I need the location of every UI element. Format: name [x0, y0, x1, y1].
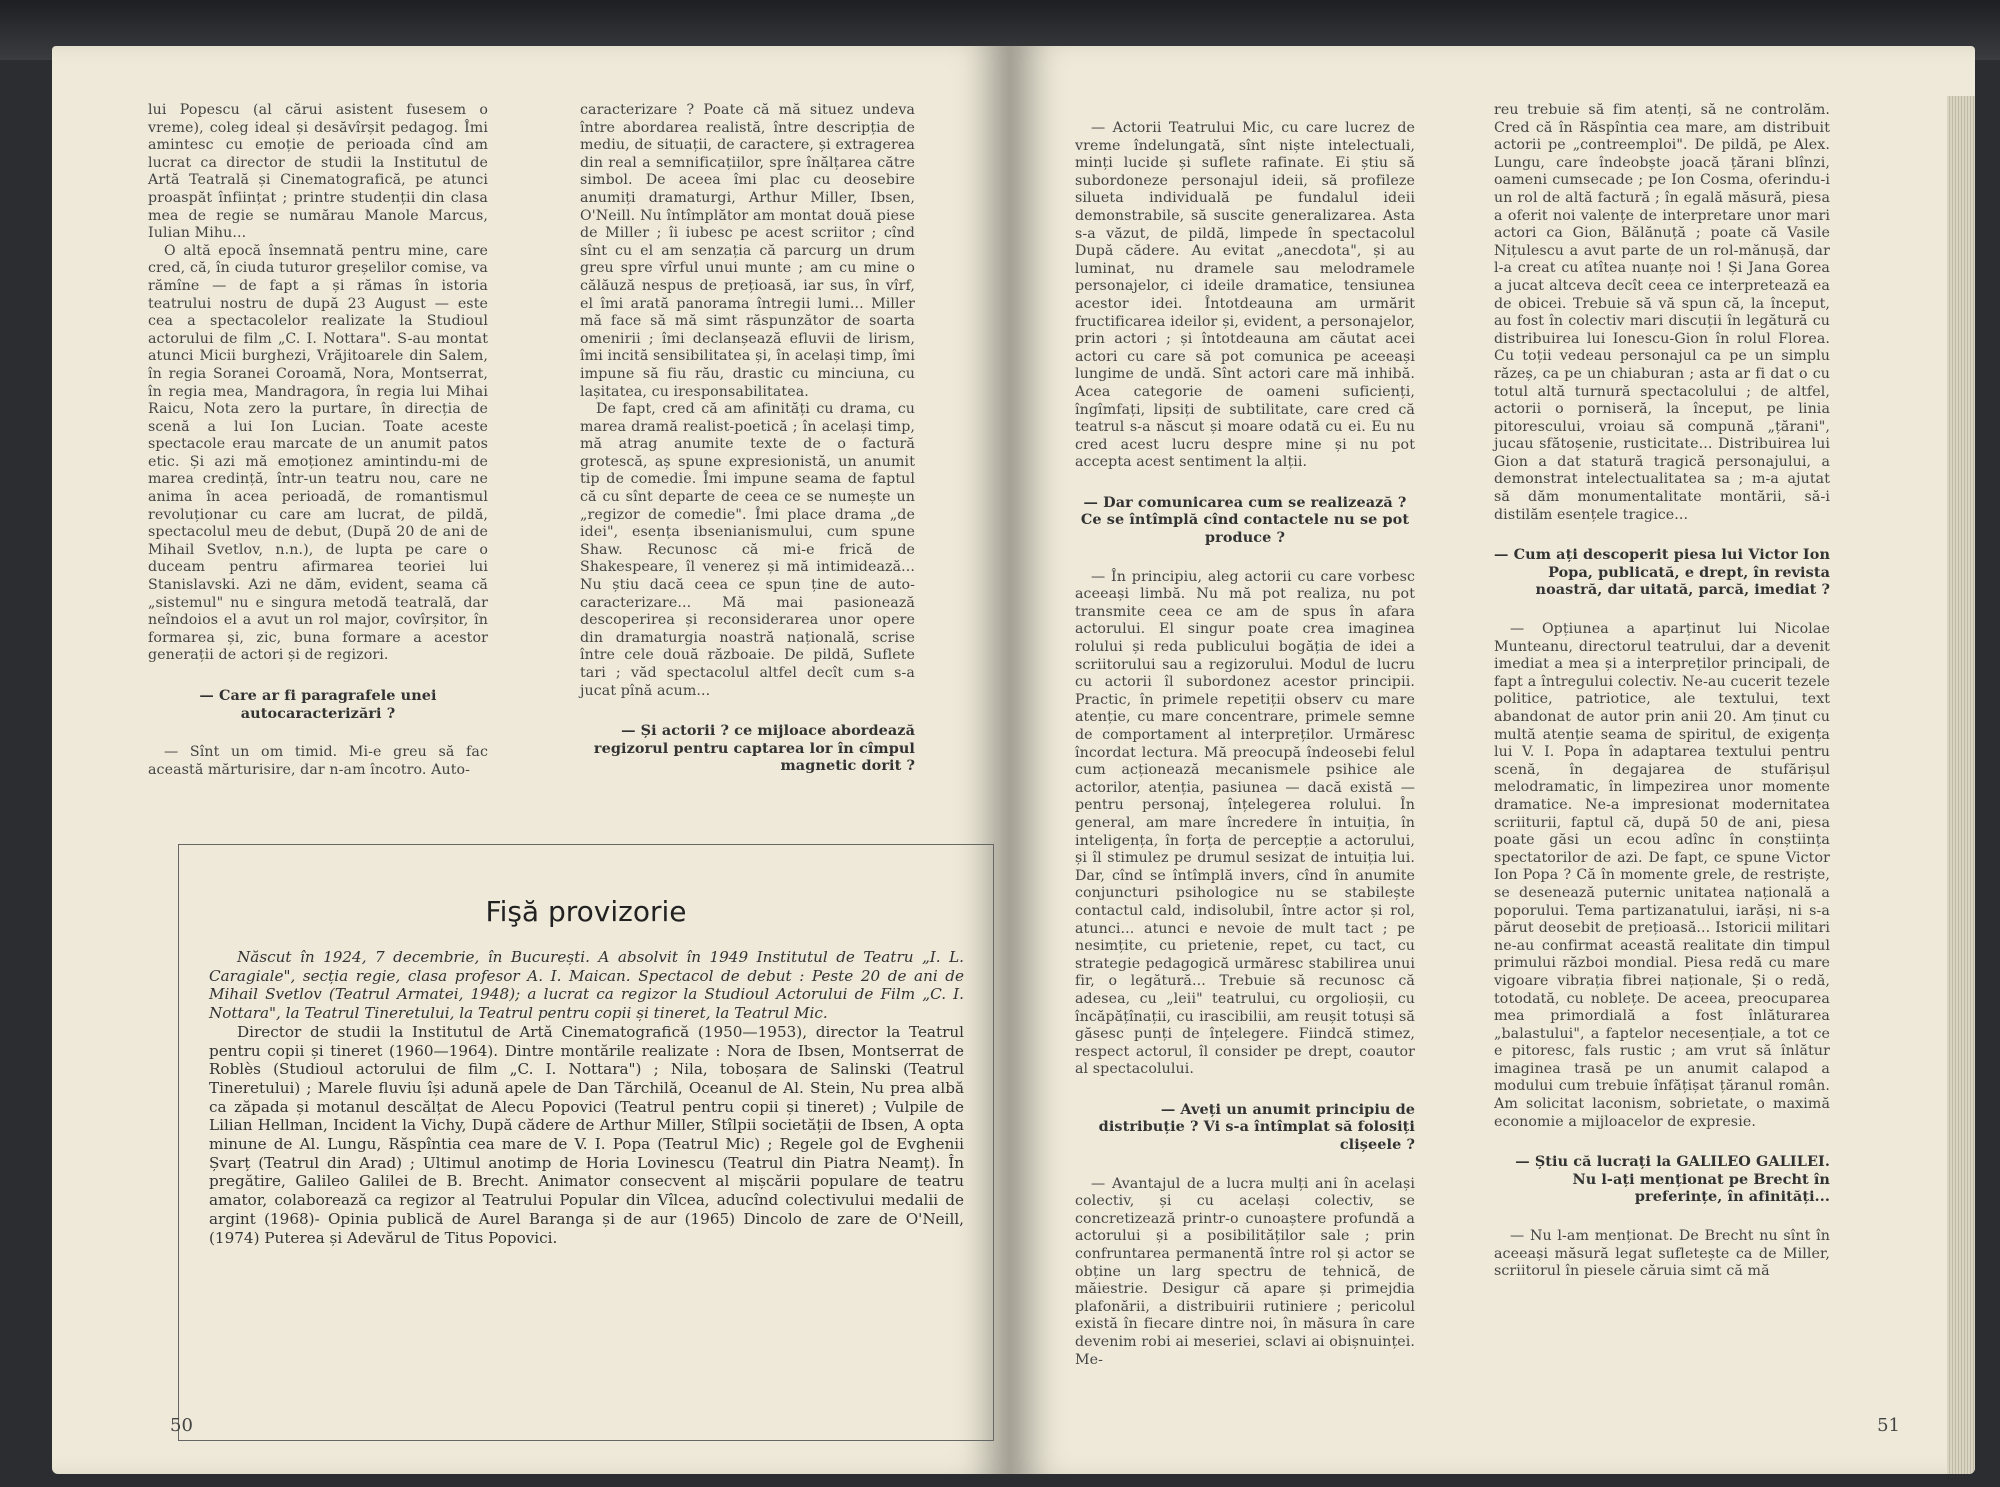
column-4 — [1494, 102, 1830, 1281]
biography-text — [209, 948, 964, 1247]
bio-paragraph: Născut în 1924, 7 decembrie, în București. A absolvit în 1949 Institutul de Teatru „I. L. Caragiale", secția regie, clasa profesor A. I. Maican. Spectacol de debut : Peste 20 de ani de Mihail Svetlov (Teatrul Armatei, 1948); a lucrat ca regizor la Studioul Actorului de Film „C. I. Nottara", la Teatrul Tineretului, la Teatrul pentru copii și tineret, la Teatrul Mic. — [209, 948, 964, 1023]
column-1 — [148, 102, 488, 779]
paragraph: — Avantajul de a lucra mulți ani în același colectiv, și cu același colectiv, se concretizează printr-o cunoaștere profundă a actorului și a posibilităților sale ; prin confruntarea permanentă între rol și actor se obține un larg spectru de tehnică, de măiestrie. Desigur că apare și primejdia plafonării, a distribuirii rutiniere ; pericolul există în fiecare dintre noi, în măsura în care devenim robi ai meseriei, sclavi ai obișnuinței. Me- — [1075, 1175, 1415, 1368]
paragraph: — În principiu, aleg actorii cu care vorbesc aceeași limbă. Nu mă pot realiza, nu pot transmite ceea ce am de spus în afara actorului. El singur poate crea imaginea rolului și reda publicului bogăția de idei a scriitorului sau a regizorului. Modul de lucru cu actorii îl subordonez acestor principii. Practic, în primele repetiții observ cu mare atenție, cu mare concentrare, primele semne de comportament al interpreților. Urmăresc încordat lectura. Mă preocupă îndeosebi felul cum acționează mecanismele psihice ale actorilor, atenția, pasiunea — dacă există — pentru personaj, înțelegerea rolului. În general, am mare încredere în intuiția, în inteligența, în forța de percepție a actorului, și îl stimulez pe drumul sesizat de intuiția lui. Dar, cînd se întîmplă invers, cînd în anumite conjuncturi psihologice nu se stabilește contactul cald, indisolubil, între actor și rol, atunci... atunci e nevoie de mult tact ; pe nesimțite, cu prietenie, repet, cu tact, cu strategie pedagogică urmăresc stabilirea unui fir, o legătură... Trebuie să recunosc că adesea, cu „leii" teatrului, cu orgolioșii, cu încăpățînații, cu irascibilii, am reușit totuși să găsesc punți de înțelegere. Fiindcă stimez, respect actorul, îl consider pe drept, coautor al spectacolului. — [1075, 568, 1415, 1078]
left-page — [52, 46, 1010, 1474]
paragraph: — Nu l-am menționat. De Brecht nu sînt în aceeași măsură legat sufletește ca de Miller, scriitorul în piesele căruia simt că mă — [1494, 1228, 1830, 1280]
paragraph: — Sînt un om timid. Mi-e greu să fac această mărturisire, dar n-am încotro. Auto- — [148, 744, 488, 778]
page-number: 50 — [170, 1415, 193, 1436]
paragraph: caracterizare ? Poate că mă situez undeva între abordarea realistă, între descripția de mediu, de situații, de caractere, și extragerea din real a semnificațiilor, spre înălțarea către simbol. De aceea îmi plac cu deosebire anumiți dramaturgi, Arthur Miller, Ibsen, O'Neill. Nu întîmplător am montat două piese de Miller ; îi iubesc pe acest scriitor ; cînd sînt cu el am senzația că parcurg un drum greu spre vîrful unui munte ; am cu mine o călăuză nespus de prețioasă, iar sus, în vîrf, el îmi arată panorama întregii lumi... Miller mă face să mă simt răspunzător de soarta omenirii ; îmi declanșează efluvii de lirism, îmi incită sensibilitatea și, în același timp, îmi impune să fiu rău, drastic cu minciuna, cu lașitatea, cu iresponsabilitatea. — [580, 102, 915, 400]
paragraph: reu trebuie să fim atenți, să ne controlăm. Cred că în Răspîntia cea mare, am distribuit actorii pe „contreemploi". De pildă, pe Alex. Lungu, care îndeobște joacă țărani blînzi, oameni cumsecade ; pe Ion Cosma, oferindu-i un rol de altă factură ; în egală măsură, piesa a oferit noi valențe de interpretare unor mari actori ca Gion, Bălănuță ; poate că Vasile Nițulescu a avut parte de un rol-mănușă, dar l-a creat cu atîtea nuanțe noi ! Și Jana Gorea a jucat altceva decît ceea ce interpretează ea de obicei. Trebuie să vă spun că, la început, au fost în colectiv mari discuții în legătură cu distribuirea lui Ionescu-Gion în rolul Florea. Cu toții vedeau personajul ca pe un simplu răzeș, ca pe un chiaburan ; asta ar fi dat o cu totul altă turnură spectacolului ; de altfel, actorii o porniseră, la început, pe linia pitorescului, vroiau să compună „țărani", jucau sfătoșenie, rusticitate... Distribuirea lui Gion a dat statură tragică personajului, a demonstrat intelectualitatea sa ; m-a ajutat să dăm monumentalitate montării, să-i distilăm esențele tragice... — [1494, 102, 1830, 523]
interview-question: — Care ar fi paragrafele unei autocaracterizări ? — [199, 687, 437, 722]
column-3 — [1075, 120, 1415, 1369]
column-2 — [580, 102, 915, 797]
interview-question: — Cum ați descoperit piesa lui Victor Ion Popa, publicată, e drept, în revista noastră, dar uitată, parcă, imediat ? — [1494, 546, 1831, 599]
paragraph: lui Popescu (al cărui asistent fusesem o vreme), coleg ideal și desăvîrșit pedagog. Îmi amintesc cu emoție de perioada cînd am lucrat ca director de studii la Institutul de Artă Teatrală și Cinematografică, pe atunci proaspăt înființat ; printre studenții din clasa mea de regie se numărau Manole Marcus, Iulian Mihu... — [148, 102, 488, 242]
paragraph: — Actorii Teatrului Mic, cu care lucrez de vreme îndelungată, sînt niște intelectuali, minți lucide și suflete rafinate. Ei știu să subordoneze personajul ideii, să profileze silueta individuală pe fundalul ideii demonstrabile, să suscite generalizarea. Asta s-a văzut, de pildă, limpede în spectacolul După cădere. Au evitat „anecdota", și au luminat, nu dramele sau melodramele personajelor, ci ideile dramatice, tensiunea acestor idei. Întotdeauna am urmărit fructificarea ideilor și, evident, a personajelor, prin actori ; și întotdeauna am căutat acei actori cu care să pot comunica pe aceeași lungime de undă. Sînt actori care mă inhibă. Acea categorie de oameni suficienți, îngîmfați, lipsiți de subtilitate, care cred că teatrul s-a născut și moare odată cu ei. Eu nu cred acest lucru despre mine și nu pot accepta acest sentiment la alții. — [1075, 120, 1415, 471]
paragraph: De fapt, cred că am afinități cu drama, cu marea dramă realist-poetică ; în același timp, mă atrag anumite texte de o factură grotescă, aș spune expresionistă, un anumit tip de comedie. Îmi impune seama de faptul că cu sînt departe de ceea ce se numește un „regizor de comedie". Îmi place drama „de idei", esența ibsenianismului, cum spune Shaw. Recunosc că mi-e frică de Shakespeare, îl venerez și mă intimidează... Nu știu dacă ceea ce spun ține de auto-caracterizare... Mă mai pasionează descoperirea și reconsiderarea unor opere din dramaturgia noastră națională, scrise între cele două războaie. De pildă, Suflete tari ; văd spectacolul altfel decît cum s-a jucat pînă acum... — [580, 401, 915, 699]
box-title: Fişă provizorie — [485, 895, 687, 928]
page-number: 51 — [1877, 1415, 1900, 1436]
paragraph: O altă epocă însemnată pentru mine, care cred, că, în ciuda tuturor greșelilor comise, va rămîne — de fapt a și rămas în istoria teatrului nostru de după 23 August — este cea a spectacolelor realizate la Studioul actorului de film „C. I. Nottara". S-au montat atunci Micii burghezi, Vrăjitoarele din Salem, în regia Soranei Coroamă, Nora, Montserrat, în regia mea, Mandragora, în regia lui Mihai Raicu, Nota zero la purtare, în direcția de scenă a lui Ion Lucian. Toate aceste spectacole erau marcate de un anumit patos etic. Și azi mă emoționez amintindu-mi de marea credință, într-un teatru nou, care ne anima în acea perioadă, de romantismul revoluționar cu care am lucrat, de pildă, spectacolul meu de debut, (După 20 de ani de Mihail Svetlov, n.n.), de lupta pe care o duceam pentru afirmarea teoriei lui Stanislavski. Azi ne dăm, evident, seama că „sistemul" nu e singura metodă teatrală, dar neîndoios el a avut un rol major, covîrșitor, în formarea și, zic, buna formare a acestor generații de actori și de regizori. — [148, 242, 488, 664]
interview-question: — Și actorii ? ce mijloace abordează regizorul pentru captarea lor în cîmpul magnetic dorit ? — [593, 722, 915, 775]
page-edges — [1947, 96, 1975, 1474]
bio-paragraph: Director de studii la Institutul de Artă Cinematografică (1950—1953), director la Teatrul pentru copii și tineret (1960—1964). Dintre montările realizate : Nora de Ibsen, Montserrat de Roblès (Studioul actorului de film „C. I. Nottara") ; Nila, toboșara de Salinski (Teatrul Tineretului) ; Marele fluviu își adună apele de Dan Tărchilă, Oceanul de Al. Stein, Nu prea albă ca zăpada și motanul descălțat de Alecu Popovici (Teatrul pentru copii și tineret) ; Vulpile de Lilian Hellman, Incident la Vichy, După cădere de Arthur Miller, Stîlpii societății de Ibsen, A opta minune de Al. Lungu, Răspîntia cea mare de V. I. Popa (Teatrul Mic) ; Regele gol de Evghenii Șvarț (Teatrul din Arad) ; Ultimul anotimp de Horia Lovinescu (Teatrul din Piatra Neamț). În pregătire, Galileo Galilei de B. Brecht. Animator consecvent al mișcării populare de teatru amator, colaborează ca regizor al Teatrului Popular din Vîlcea, aducînd colectivului medalii de argint (1968)- Opinia publică de Aurel Baranga și de aur (1965) Dincolo de zare de O'Neill, (1974) Puterea și Adevărul de Titus Popovici. — [209, 1022, 964, 1247]
interview-question: — Știu că lucrați la GALILEO GALILEI. Nu l-ați menționat pe Brecht în preferințe, în afinități... — [1515, 1153, 1830, 1206]
right-page — [1010, 46, 1975, 1474]
interview-question: — Dar comunicarea cum se realizează ? Ce se întîmplă cînd contactele nu se pot produce ? — [1080, 493, 1410, 547]
paragraph: — Opțiunea a aparținut lui Nicolae Munteanu, directorul teatrului, dar a devenit imediat a mea și a interpreților principali, de fapt a întregului colectiv. Ne-au cucerit tezele politice, patriotice, ale textului, text abandonat de autor prin anii 20. Am ținut cu multă atenție seama de spiritul, de exigența lui V. I. Popa în adaptarea textului pentru scenă, în degajarea de stufărișul melodramatic, în limpezirea unor momente dramatice. Ne-a impresionat modernitatea scriiturii, faptul că, după 50 de ani, piesa poate găsi un ecou adînc în conștiința spectatorilor de azi. De fapt, ce spune Victor Ion Popa ? Că în momente grele, de restriște, se desenează puternic unitatea națională a poporului. Tema partizanatului, iarăși, ni s-a părut deosebit de prețioasă... Istoricii militari ne-au confirmat această realitate din timpul primului război mondial. Piesa redă cu mare vigoare vibrația fibrei naționale, Și o redă, totodată, cu noblețe. De aceea, preocuparea mea primordială a fost înlăturarea „balastului", a faptelor necesențiale, a tot ce e pitoresc, fals rustic ; am vrut să înlătur imaginea trasă pe un anumit calapod a modului cum trebuie înfățișat țăranul român. Am solicitat laconism, sobrietate, o maximă economie a mijloacelor de expresie. — [1494, 621, 1830, 1130]
biography-box — [178, 844, 994, 1441]
interview-question: — Aveți un anumit principiu de distribuție ? Vi s-a întîmplat să folosiți clișeele ? — [1098, 1100, 1415, 1154]
